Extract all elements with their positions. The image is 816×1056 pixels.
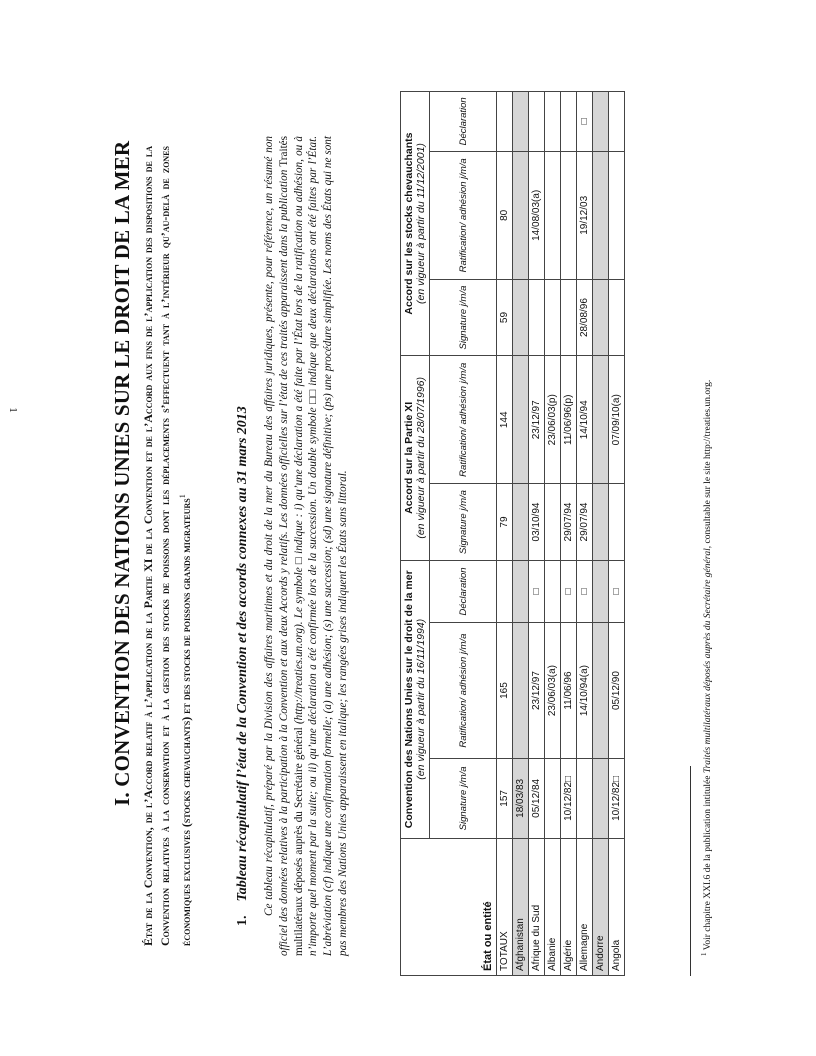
totals-conv-rat: 165 <box>497 623 513 758</box>
totals-sto-rat: 80 <box>497 151 513 279</box>
totals-label: TOTAUX <box>497 839 513 976</box>
cell-p11-sig <box>545 484 561 560</box>
cell-conv-rat: 05/12/90 <box>609 623 625 758</box>
cell-sto-rat: 19/12/03 <box>577 151 593 279</box>
cell-conv-rat <box>593 623 609 758</box>
cell-sto-rat: 14/08/03(a) <box>529 151 545 279</box>
cell-sto-sig <box>513 280 529 356</box>
cell-p11-sig: 29/07/94 <box>577 484 593 560</box>
cell-sto-rat <box>593 151 609 279</box>
group-convention-title: Convention des Nations Unies sur le droit de la mer <box>403 570 415 829</box>
subtitle-footnote-ref: 1 <box>178 494 187 499</box>
cell-conv-rat: 23/12/97 <box>529 623 545 758</box>
status-table <box>400 91 625 976</box>
table-row <box>545 92 561 976</box>
cell-conv-rat: 11/06/96 <box>561 623 577 758</box>
cell-sto-decl <box>593 92 609 152</box>
cell-conv-sig <box>577 758 593 838</box>
cell-conv-decl: □ <box>609 560 625 623</box>
group-stocks-sub: (en vigueur à partir du 11/12/2001) <box>415 143 427 304</box>
cell-p11-sig <box>609 484 625 560</box>
group-convention-sub: (en vigueur à partir du 16/11/1994) <box>415 618 427 780</box>
group-header-convention <box>401 560 430 838</box>
state-name: Angola <box>609 839 625 976</box>
cell-sto-decl <box>545 92 561 152</box>
totals-p11-sig: 79 <box>497 484 513 560</box>
state-name: Albanie <box>545 839 561 976</box>
cell-sto-decl <box>529 92 545 152</box>
cell-sto-sig <box>561 280 577 356</box>
table-row <box>561 92 577 976</box>
group-header-partxi <box>401 356 430 560</box>
section-title: I. CONVENTION DES NATIONS UNIES SUR LE DROIT DE LA MER <box>110 140 134 806</box>
cell-sto-rat <box>513 151 529 279</box>
totals-row <box>497 92 513 976</box>
cell-conv-sig <box>545 758 561 838</box>
cell-p11-rat: 23/06/03(p) <box>545 356 561 484</box>
entity-header: État ou entité <box>401 839 497 976</box>
page-number: 1 <box>6 407 19 413</box>
totals-conv-sig: 157 <box>497 758 513 838</box>
cell-p11-rat: 23/12/97 <box>529 356 545 484</box>
summary-heading <box>235 126 251 926</box>
cell-sto-sig <box>529 280 545 356</box>
cell-conv-rat: 23/06/03(a) <box>545 623 561 758</box>
footnote <box>700 136 713 956</box>
cell-sto-decl <box>561 92 577 152</box>
col-conv-ratification: Ratification/ adhésion j/m/a <box>430 623 497 758</box>
cell-conv-decl: □ <box>529 560 545 623</box>
cell-p11-sig: 29/07/94 <box>561 484 577 560</box>
cell-conv-sig: 05/12/84 <box>529 758 545 838</box>
group-partxi-title: Accord sur la Partie XI <box>403 401 415 514</box>
cell-sto-decl <box>609 92 625 152</box>
table-row <box>609 92 625 976</box>
intro-publication: Traités multilatéraux déposés auprès du Secrétaire général <box>277 136 305 956</box>
cell-conv-sig: 10/12/82□ <box>561 758 577 838</box>
table-row <box>513 92 529 976</box>
cell-p11-rat: 14/10/94 <box>577 356 593 484</box>
totals-sto-decl <box>497 92 513 152</box>
totals-sto-sig: 59 <box>497 280 513 356</box>
col-partxi-ratification: Ratification/ adhésion j/m/a <box>430 356 497 484</box>
footnote-publication: Traités multilatéraux déposés auprès du Secrétaire général, <box>703 545 714 774</box>
heading-text: Tableau récapitulatif l’état de la Convention et des accords connexes au 31 mars 2013 <box>235 406 250 902</box>
col-partxi-signature: Signature j/m/a <box>430 484 497 560</box>
cell-conv-decl <box>593 560 609 623</box>
heading-number: 1. <box>235 915 250 926</box>
cell-sto-decl: □ <box>577 92 593 152</box>
state-name: Afrique du Sud <box>529 839 545 976</box>
table-row <box>593 92 609 976</box>
cell-conv-decl <box>545 560 561 623</box>
cell-sto-sig <box>545 280 561 356</box>
document-subtitle <box>140 146 195 946</box>
footnote-text-c: consultable sur le site http://treaties.un.org. <box>703 379 714 544</box>
col-conv-signature: Signature j/m/a <box>430 758 497 838</box>
col-conv-declaration: Déclaration <box>430 560 497 623</box>
group-stocks-title: Accord sur les stocks chevauchants <box>403 132 415 315</box>
state-name: Algérie <box>561 839 577 976</box>
totals-p11-rat: 144 <box>497 356 513 484</box>
cell-p11-rat <box>513 356 529 484</box>
state-name: Afghanistan <box>513 839 529 976</box>
cell-sto-rat <box>561 151 577 279</box>
cell-conv-sig <box>593 758 609 838</box>
cell-p11-sig: 03/10/94 <box>529 484 545 560</box>
cell-p11-sig <box>513 484 529 560</box>
totals-conv-decl <box>497 560 513 623</box>
cell-conv-sig: 10/12/82□ <box>609 758 625 838</box>
cell-conv-sig: 18/03/83 <box>513 758 529 838</box>
col-stocks-declaration: Déclaration <box>430 92 497 152</box>
group-header-stocks <box>401 92 430 356</box>
subtitle-text: État de la Convention, de l’Accord relatif à l’application de la Partie XI de la Convention et de l’Accord aux fins de l’application des dispositions de la Convention relatives à la conservation et à la gestion des stocks de poissons dont les déplacements s’effectuent tant à l’intérieur qu’au-delà de zones économiques exclusives (stocks chevauchants) et des stocks de poissons grands migrateurs <box>141 146 193 946</box>
col-stocks-signature: Signature j/m/a <box>430 280 497 356</box>
cell-conv-decl <box>513 560 529 623</box>
col-stocks-ratification: Ratification/ adhésion j/m/a <box>430 151 497 279</box>
intro-paragraph <box>262 136 351 956</box>
state-name: Andorre <box>593 839 609 976</box>
cell-sto-rat <box>545 151 561 279</box>
cell-sto-sig <box>593 280 609 356</box>
cell-sto-decl <box>513 92 529 152</box>
cell-p11-sig <box>593 484 609 560</box>
cell-conv-decl: □ <box>577 560 593 623</box>
cell-conv-decl: □ <box>561 560 577 623</box>
cell-conv-rat <box>513 623 529 758</box>
cell-sto-rat <box>609 151 625 279</box>
table-row <box>577 92 593 976</box>
cell-p11-rat: 07/09/10(a) <box>609 356 625 484</box>
intro-text-c: (http://treaties.un.org). Le symbole □ indique : i) qu’une déclaration a été faite par l’État lors de la ratification ou adhésion, ou à n’importe quel moment par la suite; ou ii) qu’une déclaration a été confirmée lors de la succession. Un double symbole □□ indique que deux déclarations ont été faites par l’État. L’abréviation (cf) indique une confirmation formelle; (a) une adhésion; (s) une succession; (sd) une signature définitive; (ps) une procédure simplifiée. Les noms des États qui ne sont pas membres des Nations Unies apparaissent en italique; les rangées grises indiquent les États sans littoral. <box>292 136 349 956</box>
cell-p11-rat <box>593 356 609 484</box>
cell-conv-rat: 14/10/94(a) <box>577 623 593 758</box>
footnote-rule <box>690 766 691 976</box>
cell-sto-sig <box>609 280 625 356</box>
footnote-text-a: Voir chapitre XXI.6 de la publication intitulée <box>703 775 714 951</box>
footnote-number: 1 <box>700 952 708 956</box>
cell-sto-sig: 28/08/96 <box>577 280 593 356</box>
table-row <box>529 92 545 976</box>
group-partxi-sub: (en vigueur à partir du 28/07/1996) <box>415 376 427 539</box>
state-name: Allemagne <box>577 839 593 976</box>
cell-p11-rat: 11/06/96(p) <box>561 356 577 484</box>
intro-text-a: Ce tableau récapitulatif, préparé par la Division des affaires maritimes et du droit de la mer du Bureau des affaires juridiques, présente, pour référence, un résumé non officiel des données relatives à la participation à la Convention et aux deux Accords y relatifs. Les données officielles sur l’état de ces traités apparaissent dans la publication <box>263 136 290 956</box>
